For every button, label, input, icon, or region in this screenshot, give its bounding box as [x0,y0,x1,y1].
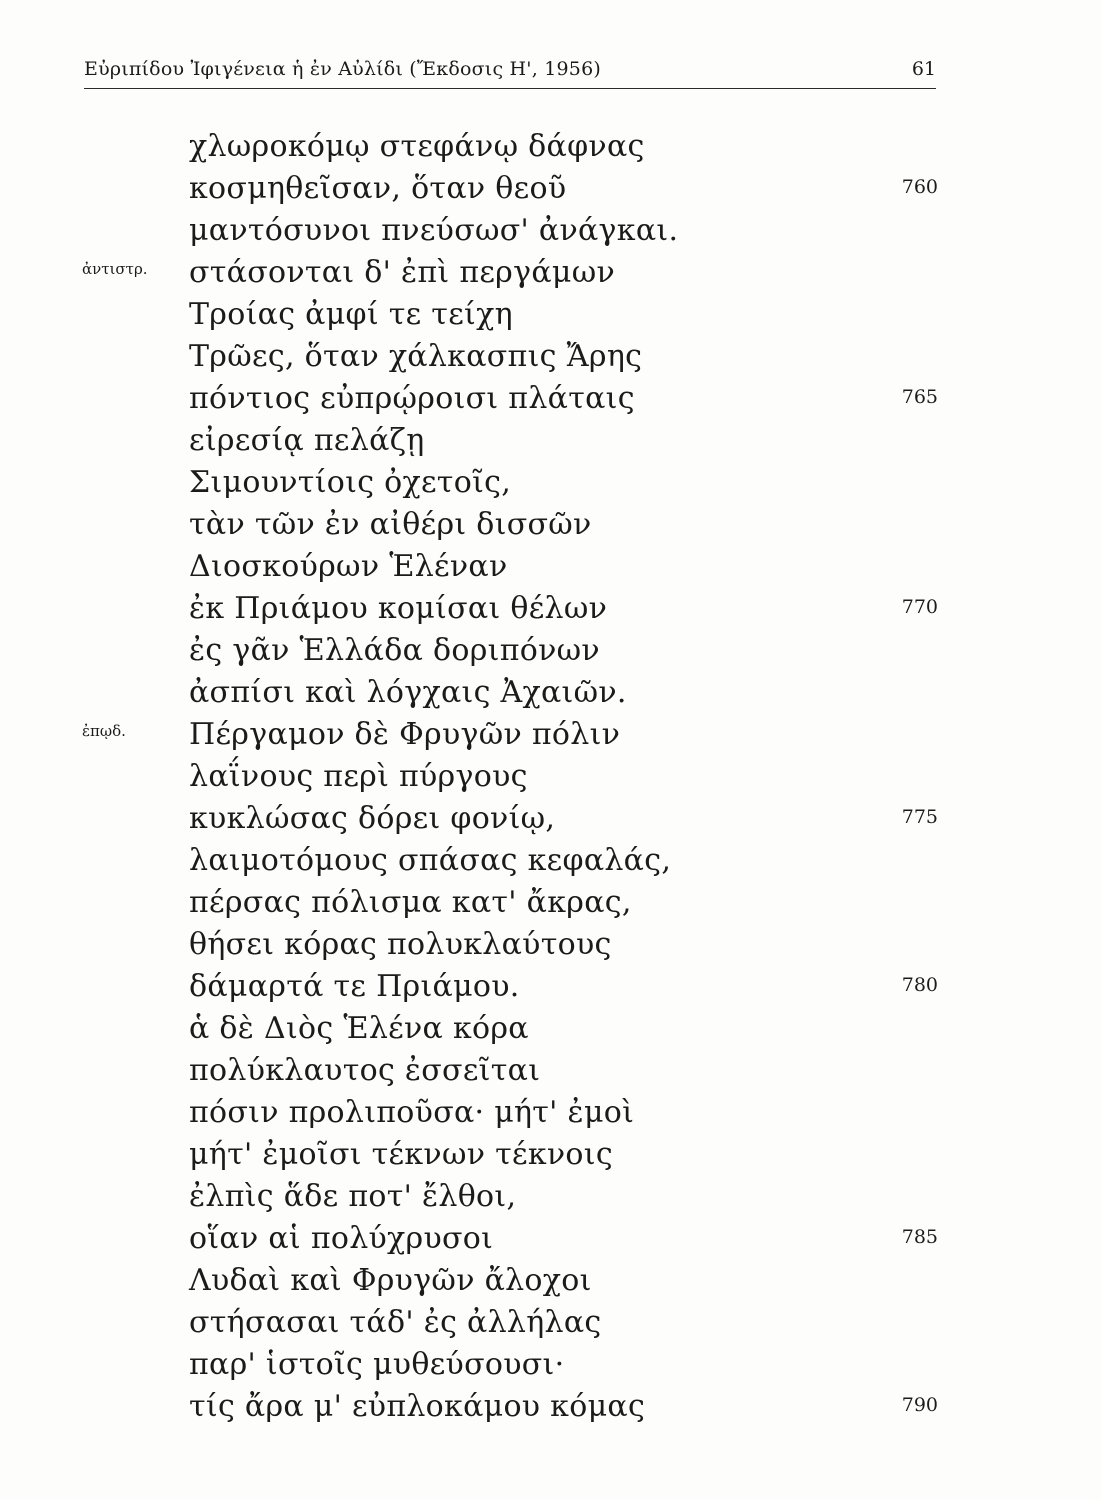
line-number: 765 [901,386,938,408]
verse-line-text: οἵαν αἱ πολύχρυσοι [189,1221,494,1256]
verse-line-text: Τρῶες, ὅταν χάλκασπις Ἄρης [189,339,643,374]
verse-line [0,462,1101,504]
verse-line-text: ἐκ Πριάμου κομίσαι θέλων [189,591,608,626]
verse-line-text: λαΐνους περὶ πύργους [189,759,528,794]
verse-line-text: πολύκλαυτος ἐσσεῖται [189,1053,541,1088]
verse-line-text: παρ' ἱστοῖς μυθεύσουσι· [189,1347,565,1382]
verse-line [0,1092,1101,1134]
verse-line [0,504,1101,546]
verse-line-text: κυκλώσας δόρει φονίῳ, [189,801,556,836]
verse-line [0,1050,1101,1092]
verse-line [0,714,1101,756]
verse-line [0,378,1101,420]
verse-line-text: ἁ δὲ Διὸς Ἑλένα κόρα [189,1011,529,1046]
line-number: 770 [901,596,938,618]
line-number: 760 [901,176,938,198]
verse-line [0,1218,1101,1260]
verse-line-text: θήσει κόρας πολυκλαύτους [189,927,612,962]
verse-line-text: Πέργαμον δὲ Φρυγῶν πόλιν [189,717,621,752]
verse-line [0,420,1101,462]
line-number: 790 [901,1394,938,1416]
verse-line [0,126,1101,168]
verse-line-text: Τροίας ἀμφί τε τείχη [189,297,513,332]
verse-line [0,756,1101,798]
verse-line-text: λαιμοτόμους σπάσας κεφαλάς, [189,843,672,878]
verse-line-text: δάμαρτά τε Πριάμου. [189,969,520,1004]
section-marker: ἀντιστρ. [82,260,148,278]
verse-line [0,1386,1101,1428]
verse-line-text: χλωροκόμῳ στεφάνῳ δάφνας [189,129,645,164]
verse-line [0,1176,1101,1218]
verse-line [0,798,1101,840]
verse-line [0,1302,1101,1344]
verse-line-text: τὰν τῶν ἐν αἰθέρι δισσῶν [189,507,592,542]
running-header [84,58,936,89]
section-marker: ἐπῳδ. [82,722,126,740]
verse-line [0,1008,1101,1050]
verse-line-text: μήτ' ἐμοῖσι τέκνων τέκνοις [189,1137,613,1172]
verse-line-text: πόσιν προλιποῦσα· μήτ' ἐμοὶ [189,1095,635,1130]
verse-line [0,588,1101,630]
verse-line [0,1134,1101,1176]
verse-line-text: Λυδαὶ καὶ Φρυγῶν ἄλοχοι [189,1263,592,1298]
verse-line [0,882,1101,924]
verse-line-text: στήσασαι τάδ' ἐς ἀλλήλας [189,1305,602,1340]
verse-line-text: τίς ἄρα μ' εὐπλοκάμου κόμας [189,1389,646,1424]
verse-line-text: εἰρεσίᾳ πελάζῃ [189,423,425,458]
verse-line [0,672,1101,714]
line-number: 785 [901,1226,938,1248]
verse-line [0,1260,1101,1302]
verse-line [0,924,1101,966]
verse-line [0,840,1101,882]
verse-line-text: μαντόσυνοι πνεύσωσ' ἀνάγκαι. [189,213,679,248]
verse-line-text: στάσονται δ' ἐπὶ περγάμων [189,255,616,290]
line-number: 780 [901,974,938,996]
verse-line [0,210,1101,252]
line-number: 775 [901,806,938,828]
verse-line-text: ἐς γᾶν Ἑλλάδα δοριπόνων [189,633,600,668]
verse-line-text: ἀσπίσι καὶ λόγχαις Ἀχαιῶν. [189,675,627,710]
verse-line [0,546,1101,588]
page-number: 61 [911,58,936,80]
verse-line [0,294,1101,336]
verse-line-text: ἐλπὶς ἅδε ποτ' ἔλθοι, [189,1179,517,1214]
verse-line [0,630,1101,672]
header-title: Εὐριπίδου Ἰφιγένεια ἡ ἐν Αὐλίδι (Ἔκδοσις Η', 1956) [84,58,601,80]
verse-line [0,252,1101,294]
verse-line-text: πέρσας πόλισμα κατ' ἄκρας, [189,885,632,920]
verse-line-text: Διοσκούρων Ἑλέναν [189,549,508,584]
verse-line-text: κοσμηθεῖσαν, ὅταν θεοῦ [189,171,567,206]
verse-line [0,168,1101,210]
verse-line [0,336,1101,378]
verse-line [0,966,1101,1008]
verse-line-text: πόντιος εὐπρῴροισι πλάταις [189,381,635,416]
verse-line-text: Σιμουντίοις ὀχετοῖς, [189,465,512,500]
verse-line [0,1344,1101,1386]
